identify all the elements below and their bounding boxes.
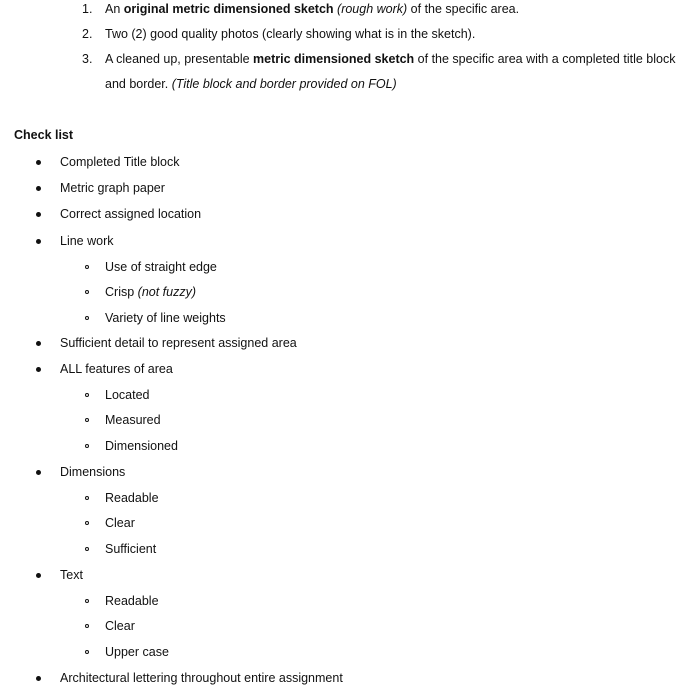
checklist-subitem: Readable <box>105 594 159 608</box>
numbered-item-3-continued: and border. (Title block and border provided on FOL) <box>105 77 397 91</box>
circle-bullet-icon <box>85 316 89 320</box>
checklist-subitem: Variety of line weights <box>105 311 226 325</box>
circle-bullet-icon <box>85 650 89 654</box>
circle-bullet-icon <box>85 290 89 294</box>
bullet-icon <box>36 367 41 372</box>
checklist-item: Metric graph paper <box>60 181 165 195</box>
bullet-icon <box>36 470 41 475</box>
checklist-subitem: Clear <box>105 619 135 633</box>
checklist-item: Line work <box>60 234 114 248</box>
checklist-subitem: Upper case <box>105 645 169 659</box>
checklist-subitem: Sufficient <box>105 542 157 556</box>
checklist-item: Sufficient detail to represent assigned area <box>60 336 297 350</box>
checklist-subitem: Use of straight edge <box>105 260 217 274</box>
checklist-item: Completed Title block <box>60 155 180 169</box>
checklist-subitem: Clear <box>105 516 135 530</box>
bullet-icon <box>36 160 41 165</box>
checklist-subitem: Readable <box>105 491 159 505</box>
circle-bullet-icon <box>85 624 89 628</box>
checklist-item: Dimensions <box>60 465 126 479</box>
list-number: 3. <box>82 52 93 66</box>
circle-bullet-icon <box>85 599 89 603</box>
bullet-icon <box>36 212 41 217</box>
bullet-icon <box>36 676 41 681</box>
list-number: 2. <box>82 27 93 41</box>
circle-bullet-icon <box>85 547 89 551</box>
circle-bullet-icon <box>85 265 89 269</box>
numbered-item-3: A cleaned up, presentable metric dimensioned sketch of the specific area with a completed title block <box>105 52 676 66</box>
checklist-subitem: Dimensioned <box>105 439 178 453</box>
circle-bullet-icon <box>85 496 89 500</box>
numbered-item-1: An original metric dimensioned sketch (rough work) of the specific area. <box>105 2 520 16</box>
bullet-icon <box>36 341 41 346</box>
circle-bullet-icon <box>85 444 89 448</box>
checklist-subitem: Located <box>105 388 150 402</box>
checklist-subitem: Measured <box>105 413 161 427</box>
checklist-subitem: Crisp (not fuzzy) <box>105 285 197 299</box>
bullet-icon <box>36 239 41 244</box>
list-number: 1. <box>82 2 93 16</box>
bullet-icon <box>36 573 41 578</box>
checklist-heading: Check list <box>14 128 74 142</box>
checklist-item: Architectural lettering throughout entire assignment <box>60 671 343 685</box>
checklist-item: ALL features of area <box>60 362 173 376</box>
circle-bullet-icon <box>85 418 89 422</box>
checklist-item: Text <box>60 568 83 582</box>
circle-bullet-icon <box>85 393 89 397</box>
bullet-icon <box>36 186 41 191</box>
circle-bullet-icon <box>85 521 89 525</box>
numbered-item-2: Two (2) good quality photos (clearly showing what is in the sketch). <box>105 27 476 41</box>
checklist-item: Correct assigned location <box>60 207 202 221</box>
